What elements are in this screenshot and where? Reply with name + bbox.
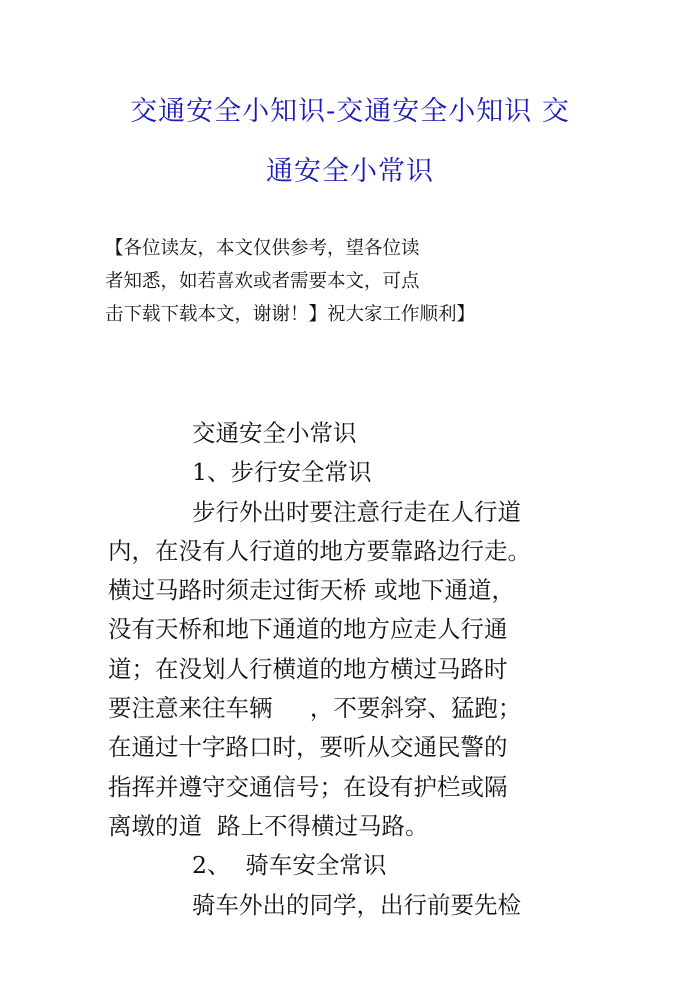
- paragraph-line: 没有天桥和地下通道的地方应走人行通: [108, 615, 508, 644]
- paragraph-line: 在通过十字路口时，要听从交通民警的: [108, 733, 508, 762]
- subsection-heading: 1、步行安全常识: [192, 458, 372, 487]
- paragraph-line: 步行外出时要注意行走在人行道: [192, 497, 521, 526]
- paragraph-line: 要注意来往车辆 ，不要斜穿、猛跑；: [108, 694, 522, 723]
- subsection-heading: 2、 骑车安全常识: [192, 851, 387, 880]
- paragraph-line: 指挥并遵守交通信号；在设有护栏或隔: [108, 772, 508, 801]
- paragraph-line: 骑车外出的同学，出行前要先检: [192, 890, 521, 919]
- notice-line: 击下载下载本文，谢谢！】祝大家工作顺利】: [105, 304, 476, 325]
- notice-line: 【各位读友，本文仅供参考，望各位读: [105, 238, 420, 259]
- paragraph-line: 横过马路时须走过街天桥 或地下通道，: [108, 576, 515, 605]
- paragraph-line: 道；在没划人行横道的地方横过马路时: [108, 654, 508, 683]
- paragraph-line: 离墩的道 路上不得横过马路。: [108, 811, 429, 840]
- title-line-1: 交通安全小知识-交通安全小知识 交: [130, 96, 570, 127]
- paragraph-line: 内，在没有人行道的地方要靠路边行走。: [108, 536, 531, 565]
- section-heading: 交通安全小常识: [192, 419, 357, 447]
- document-title: [100, 82, 600, 202]
- notice-line: 者知悉，如若喜欢或者需要本文，可点: [105, 271, 420, 292]
- reader-notice: [105, 232, 585, 331]
- article-body: [108, 414, 608, 925]
- title-line-2: 通安全小常识: [266, 156, 434, 187]
